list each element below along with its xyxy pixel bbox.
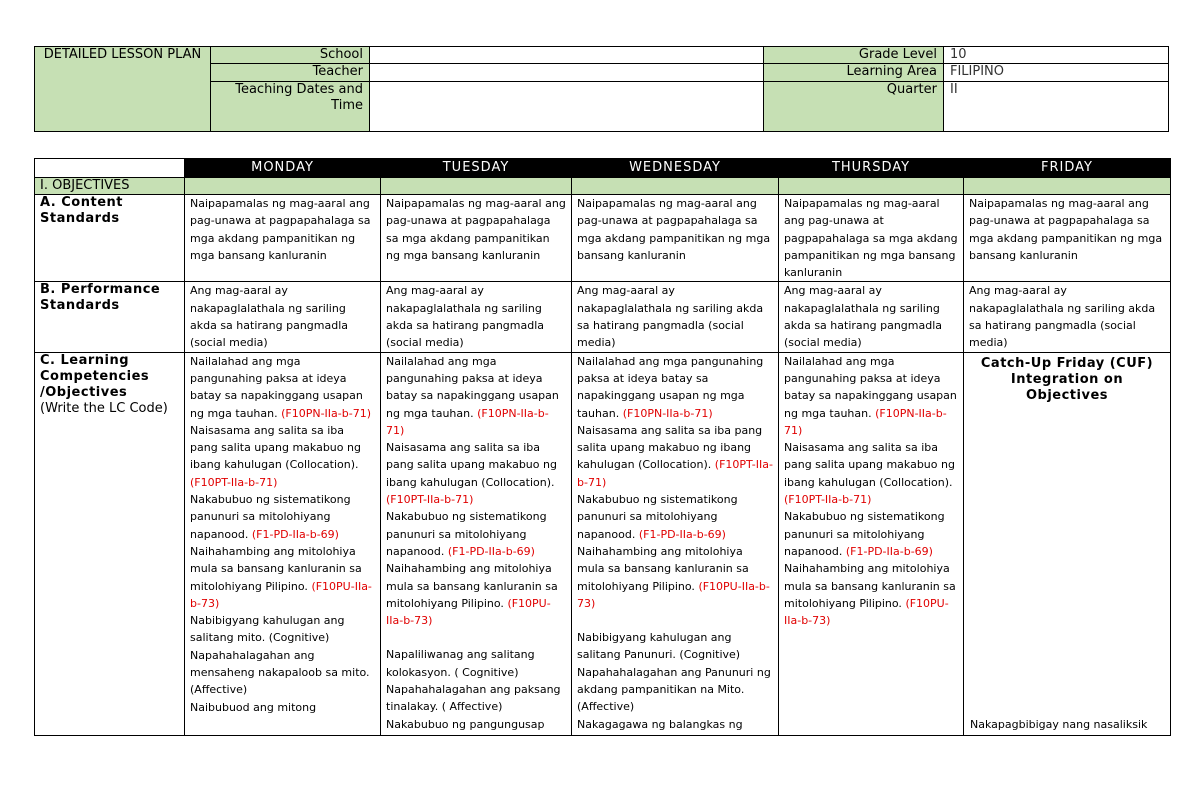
lc-code: (F10PU-IIa-b-73) bbox=[577, 579, 770, 610]
performance-standards-thursday[interactable]: Ang mag-aaral ay nakapaglalathala ng sariling akda sa hatirang pangmadla (social media) bbox=[779, 282, 964, 352]
lc-text: Nakabubuo ng sistematikong panunuri sa mitolohiyang napanood. bbox=[190, 493, 351, 541]
lc-code: (F10PT-IIa-b-71) bbox=[386, 493, 474, 507]
objective-cognitive: Nabibigyang kahulugan ang salitang Panunuri. (Cognitive) bbox=[577, 631, 741, 662]
content-standards-tuesday[interactable]: Naipapamalas ng mag-aaral ang pag-unawa at pagpapahalaga sa mga akdang pampanitikan ng mga bansang kanluranin bbox=[381, 195, 572, 282]
quarter-value[interactable]: II bbox=[944, 81, 1169, 131]
day-thursday: THURSDAY bbox=[779, 159, 964, 178]
performance-standards-wednesday[interactable]: Ang mag-aaral ay nakapaglalathala ng sariling akda sa hatirang pangmadla (social media) bbox=[572, 282, 779, 352]
lc-code: (F10PN-IIa-b-71) bbox=[281, 406, 371, 420]
teacher-field[interactable] bbox=[370, 64, 764, 81]
competencies-tuesday[interactable] bbox=[381, 352, 572, 735]
day-header-row bbox=[35, 159, 1171, 178]
lc-text: Naisasama ang salita sa iba pang salita upang makabuo ng ibang kahulugan (Collocation). bbox=[784, 441, 955, 489]
objectives-cell bbox=[964, 178, 1171, 195]
lc-code: (F1-PD-IIa-b-69) bbox=[447, 544, 535, 558]
lc-code: (F1-PD-IIa-b-69) bbox=[845, 544, 933, 558]
objective-affective: Napahahalagahan ang paksang tinalakay. ( Affective) bbox=[386, 683, 561, 714]
content-standards-row bbox=[35, 195, 1171, 282]
competencies-friday[interactable] bbox=[964, 352, 1171, 735]
competencies-label-cell bbox=[35, 352, 185, 735]
lesson-plan-header bbox=[34, 46, 1169, 132]
competencies-sublabel: (Write the LC Code) bbox=[40, 400, 168, 416]
cuf-title: Catch-Up Friday (CUF) Integration on Objectives bbox=[980, 355, 1154, 403]
lc-code: (F10PT-IIa-b-71) bbox=[577, 458, 773, 489]
lc-text: Nailalahad ang mga pangunahing paksa at ideya batay sa napakinggang usapan ng mga tauhan. bbox=[784, 354, 957, 420]
performance-standards-row bbox=[35, 282, 1171, 352]
objective-psychomotor: Nakabubuo ng pangungusap bbox=[386, 717, 545, 731]
objective-psychomotor: Naibubuod ang mitong bbox=[190, 700, 317, 714]
lc-code: (F10PU-IIa-b-73) bbox=[386, 596, 551, 628]
lc-text: Naisasama ang salita sa iba pang salita upang makabuo ng ibang kahulugan (Collocation). bbox=[577, 423, 763, 472]
lc-text: Nailalahad ang mga pangunahing paksa at ideya batay sa napakinggang usapan ng mga tauhan. bbox=[577, 354, 764, 420]
objective-affective: Napahahalagahan ang Panunuri ng akdang pampanitikan na Mito. (Affective) bbox=[577, 665, 771, 714]
lc-text: Naisasama ang salita sa iba pang salita upang makabuo ng ibang kahulugan (Collocation). bbox=[386, 441, 557, 489]
day-wednesday: WEDNESDAY bbox=[572, 159, 779, 178]
objectives-cell bbox=[779, 178, 964, 195]
competencies-monday[interactable] bbox=[185, 352, 381, 735]
grade-level-value[interactable]: 10 bbox=[944, 47, 1169, 64]
teaching-dates-label: Teaching Dates and Time bbox=[211, 81, 370, 131]
lc-text: Naihahambing ang mitolohiya mula sa bansang kanluranin sa mitolohiyang Pilipino. bbox=[386, 562, 558, 610]
teaching-dates-field[interactable] bbox=[370, 81, 764, 131]
lc-text: Nakabubuo ng sistematikong panunuri sa mitolohiyang napanood. bbox=[784, 510, 945, 558]
lc-text: Naihahambing ang mitolohiya mula sa bansang kanluranin sa mitolohiyang Pilipino. bbox=[190, 544, 362, 593]
objectives-cell bbox=[572, 178, 779, 195]
lc-code: (F10PT-IIa-b-71) bbox=[190, 475, 278, 489]
lc-text: Nakabubuo ng sistematikong panunuri sa mitolohiyang napanood. bbox=[577, 493, 738, 541]
lc-text: Nailalahad ang mga pangunahing paksa at ideya batay sa napakinggang usapan ng mga tauhan. bbox=[386, 354, 559, 420]
lesson-plan-table bbox=[34, 158, 1171, 736]
lc-code: (F10PN-IIa-b-71) bbox=[386, 406, 549, 437]
competencies-label: C. Learning Competencies /Objectives bbox=[40, 352, 150, 400]
objectives-label: I. OBJECTIVES bbox=[35, 178, 185, 195]
lc-code: (F10PU-IIa-b-73) bbox=[190, 579, 372, 610]
lc-code: (F10PU-IIa-b-73) bbox=[784, 596, 949, 628]
objectives-cell bbox=[381, 178, 572, 195]
grade-level-label: Grade Level bbox=[764, 47, 944, 64]
lc-code: (F10PN-IIa-b-71) bbox=[784, 406, 947, 437]
lc-text: Nakabubuo ng sistematikong panunuri sa mitolohiyang napanood. bbox=[386, 510, 547, 558]
competencies-wednesday[interactable] bbox=[572, 352, 779, 735]
objective-cognitive: Nabibigyang kahulugan ang salitang mito. (Cognitive) bbox=[190, 614, 345, 645]
competencies-row bbox=[35, 352, 1171, 735]
cuf-note: Nakapagbibigay nang nasaliksik bbox=[970, 718, 1148, 732]
day-monday: MONDAY bbox=[185, 159, 381, 178]
performance-standards-tuesday[interactable]: Ang mag-aaral ay nakapaglalathala ng sariling akda sa hatirang pangmadla (social media) bbox=[381, 282, 572, 352]
content-standards-wednesday[interactable]: Naipapamalas ng mag-aaral ang pag-unawa at pagpapahalaga sa mga akdang pampanitikan ng mga bansang kanluranin bbox=[572, 195, 779, 282]
learning-area-label: Learning Area bbox=[764, 64, 944, 81]
learning-area-value[interactable]: FILIPINO bbox=[944, 64, 1169, 81]
objectives-cell bbox=[185, 178, 381, 195]
competencies-thursday[interactable] bbox=[779, 352, 964, 735]
content-standards-thursday[interactable]: Naipapamalas ng mag-aaral ang pag-unawa at pagpapahalaga sa mga akdang pampanitikan ng mga bansang kanluranin bbox=[779, 195, 964, 282]
quarter-label: Quarter bbox=[764, 81, 944, 131]
day-tuesday: TUESDAY bbox=[381, 159, 572, 178]
objective-psychomotor: Nakagagawa ng balangkas ng bbox=[577, 717, 743, 731]
school-label: School bbox=[211, 47, 370, 64]
performance-standards-monday[interactable]: Ang mag-aaral ay nakapaglalathala ng sariling akda sa hatirang pangmadla (social media) bbox=[185, 282, 381, 352]
content-standards-friday[interactable]: Naipapamalas ng mag-aaral ang pag-unawa at pagpapahalaga sa mga akdang pampanitikan ng mga bansang kanluranin bbox=[964, 195, 1171, 282]
doc-title: DETAILED LESSON PLAN bbox=[43, 47, 202, 62]
lc-code: (F1-PD-IIa-b-69) bbox=[251, 527, 339, 541]
lc-code: (F10PT-IIa-b-71) bbox=[784, 493, 872, 507]
content-standards-monday[interactable]: Naipapamalas ng mag-aaral ang pag-unawa at pagpapahalaga sa mga akdang pampanitikan ng mga bansang kanluranin bbox=[185, 195, 381, 282]
objective-affective: Napahahalagahan ang mensaheng nakapaloob sa mito. (Affective) bbox=[190, 648, 370, 697]
objectives-row bbox=[35, 178, 1171, 195]
performance-standards-label: B. Performance Standards bbox=[35, 282, 185, 352]
day-friday: FRIDAY bbox=[964, 159, 1171, 178]
performance-standards-friday[interactable]: Ang mag-aaral ay nakapaglalathala ng sariling akda sa hatirang pangmadla (social media) bbox=[964, 282, 1171, 352]
blank-header-cell bbox=[35, 159, 185, 178]
objective-cognitive: Napaliliwanag ang salitang kolokasyon. ( Cognitive) bbox=[386, 648, 535, 679]
lc-text: Naihahambing ang mitolohiya mula sa bansang kanluranin sa mitolohiyang Pilipino. bbox=[577, 544, 749, 593]
lc-code: (F1-PD-IIa-b-69) bbox=[638, 527, 726, 541]
school-field[interactable] bbox=[370, 47, 764, 64]
teacher-label: Teacher bbox=[211, 64, 370, 81]
doc-title-cell bbox=[35, 47, 211, 132]
lc-text: Naisasama ang salita sa iba pang salita upang makabuo ng ibang kahulugan (Collocation). bbox=[190, 423, 361, 472]
content-standards-label: A. Content Standards bbox=[35, 195, 185, 282]
lc-text: Naihahambing ang mitolohiya mula sa bansang kanluranin sa mitolohiyang Pilipino. bbox=[784, 562, 956, 610]
lc-text: Nailalahad ang mga pangunahing paksa at ideya batay sa napakinggang usapan ng mga tauhan. bbox=[190, 354, 363, 420]
lc-code: (F10PN-IIa-b-71) bbox=[622, 406, 713, 420]
